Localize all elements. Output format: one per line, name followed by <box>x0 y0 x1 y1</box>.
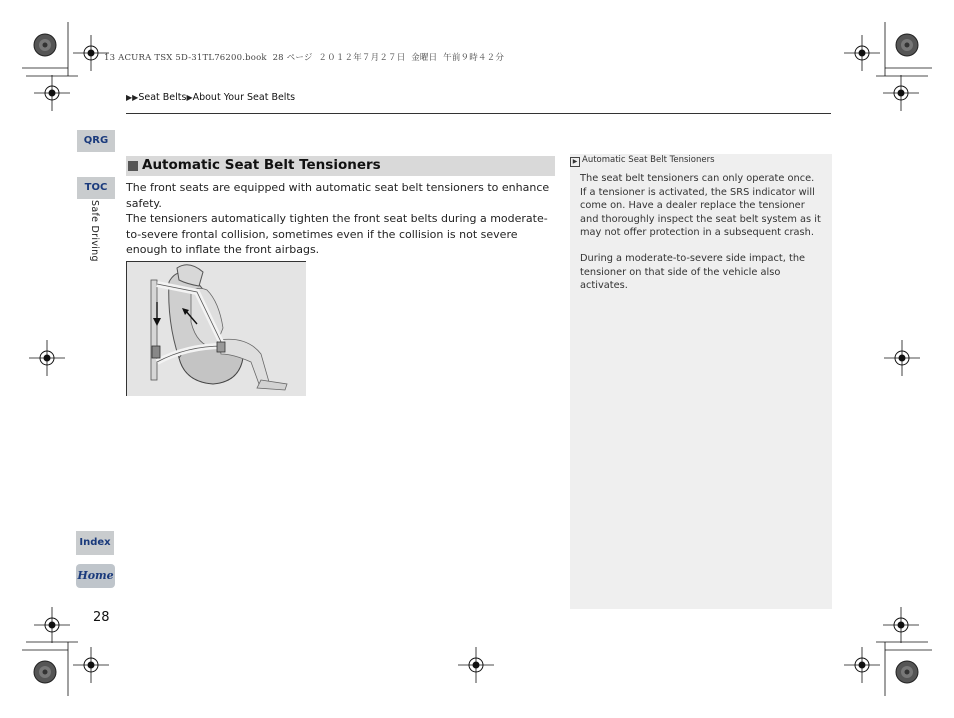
breadcrumb-arrow-icon: ▶▶ <box>126 93 139 102</box>
note-title-text: Automatic Seat Belt Tensioners <box>582 155 715 165</box>
note-box-icon: ▶ <box>570 157 580 167</box>
section-paragraph-1: The front seats are equipped with automatic seat belt tensioners to enhance safety. <box>126 181 550 210</box>
chapter-side-label: Safe Driving <box>89 200 100 262</box>
breadcrumb <box>126 92 295 103</box>
star-target-bottom-left <box>34 661 56 683</box>
section-heading-bar <box>126 156 555 176</box>
section-heading: Automatic Seat Belt Tensioners <box>142 157 381 173</box>
note-title <box>570 155 715 167</box>
note-paragraph-1: The seat belt tensioners can only operate once. If a tensioner is activated, the SRS indicator will come on. Have a dealer replace the tensioner and thoroughly inspect the seat belt system as it may not offer protection in a subsequent crash. <box>580 173 821 238</box>
index-button[interactable]: Index <box>76 531 114 555</box>
page-number: 28 <box>93 610 110 625</box>
star-target-top-left <box>34 34 56 56</box>
star-target-bottom-right <box>896 661 918 683</box>
home-button[interactable]: Home <box>76 564 115 588</box>
qrg-button[interactable]: QRG <box>77 130 115 152</box>
section-square-icon <box>128 161 138 171</box>
breadcrumb-seat-belts[interactable]: Seat Belts <box>138 92 187 103</box>
section-paragraph-2: The tensioners automatically tighten the front seat belts during a moderate-to-severe frontal collision, sometimes even if the collision is not severe enough to inflate the front airbags. <box>126 212 548 256</box>
note-paragraph-2: During a moderate-to-severe side impact, the tensioner on that side of the vehicle also activates. <box>580 253 806 291</box>
print-job-line: 13 ACURA TSX 5D-31TL76200.book 28 ページ ２０１２年７月２７日 金曜日 午前９時４２分 <box>104 53 505 63</box>
breadcrumb-arrow-icon: ▶ <box>186 93 193 102</box>
header-rule <box>126 113 831 114</box>
seat-belt-tensioner-illustration <box>126 261 306 396</box>
star-target-top-right <box>896 34 918 56</box>
toc-button[interactable]: TOC <box>77 177 115 199</box>
breadcrumb-about-seat-belts[interactable]: About Your Seat Belts <box>192 92 296 103</box>
